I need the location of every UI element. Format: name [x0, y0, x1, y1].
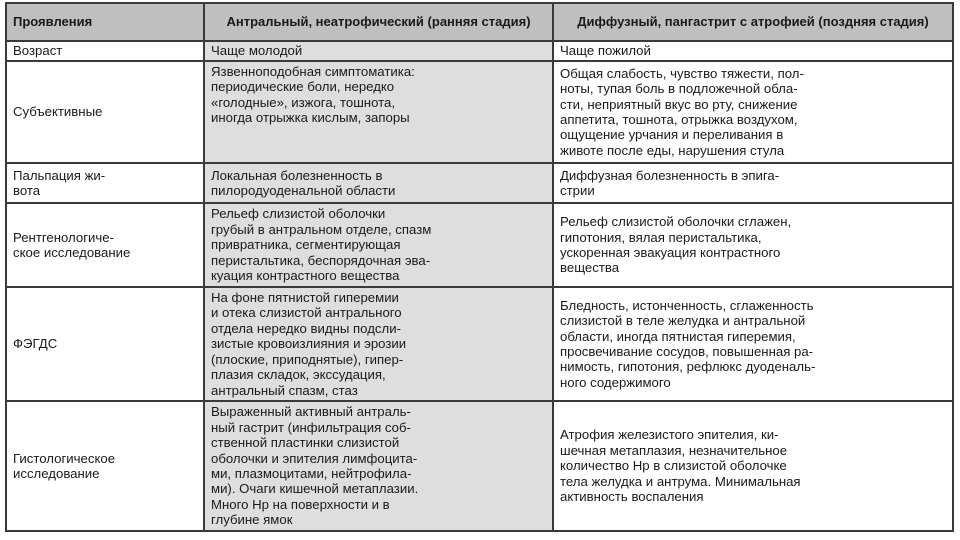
header-diffuse: [553, 3, 953, 41]
row-label-fegds: ФЭГДС: [6, 287, 204, 401]
cell-antral-histology: Выраженный активный антраль- ный гастрит (инфильтрация соб- ственной пластинки слизистой оболочки и эпителия лимфоцита- ми, плазмоцитами, нейтрофила- ми). Очаги кишечной метаплазии. Много Нр на поверхности и в глубине ямок: [204, 401, 553, 531]
table-header-row: [6, 3, 953, 41]
cell-diffuse-xray: Рельеф слизистой оболочки сглажен, гипотония, вялая перистальтика, ускоренная эвакуация контрастного вещества: [553, 203, 953, 287]
table-row-subjective: [6, 61, 953, 163]
header-antral-line-2: (ранняя стадия): [427, 14, 531, 29]
table-row-xray: [6, 203, 953, 287]
cell-antral-xray: Рельеф слизистой оболочки грубый в антральном отделе, спазм привратника, сегментирующая перистальтика, беспорядочная эва- куация контрастного вещества: [204, 203, 553, 287]
header-antral: [204, 3, 553, 41]
cell-antral-palpation: Локальная болезненность в пилородуоденальной области: [204, 163, 553, 203]
row-label-subjective: Субъективные: [6, 61, 204, 163]
cell-diffuse-fegds: Бледность, истонченность, сглаженность слизистой в теле желудка и антральной области, иногда пятнистая гиперемия, просвечивание сосудов, повышенная ра- нимость, гипотония, рефлюкс дуоденаль- ного содержимого: [553, 287, 953, 401]
table-row-palpation: [6, 163, 953, 203]
cell-diffuse-palpation: Диффузная болезненность в эпига- стрии: [553, 163, 953, 203]
header-manifestations: Проявления: [6, 3, 204, 41]
row-label-histology: Гистологическое исследование: [6, 401, 204, 531]
cell-diffuse-age: Чаще пожилой: [553, 41, 953, 61]
row-label-xray: Рентгенологиче- ское исследование: [6, 203, 204, 287]
table-row-age: [6, 41, 953, 61]
cell-antral-age: Чаще молодой: [204, 41, 553, 61]
table-row-histology: [6, 401, 953, 531]
cell-diffuse-subjective: Общая слабость, чувство тяжести, пол- ноты, тупая боль в подложечной обла- сти, неприятный вкус во рту, снижение аппетита, тошнота, отрыжка воздухом, ощущение урчания и переливания в животе после еды, нарушения стула: [553, 61, 953, 163]
row-label-palpation: Пальпация жи- вота: [6, 163, 204, 203]
cell-antral-fegds: На фоне пятнистой гиперемии и отека слизистой антрального отдела нередко видны подсли- зистые кровоизлияния и эрозии (плоские, приподнятые), гипер- плазия складок, экссудация, антральный спазм, стаз: [204, 287, 553, 401]
header-antral-line-1: Антральный, неатрофический: [226, 14, 424, 29]
cell-diffuse-histology: Атрофия железистого эпителия, ки- шечная метаплазия, незначительное количество Нр в слизистой оболочке тела желудка и антрума. Минимальная активность воспаления: [553, 401, 953, 531]
gastritis-comparison-table: [5, 2, 954, 532]
table-row-fegds: [6, 287, 953, 401]
header-diffuse-line-2: (поздняя стадия): [818, 14, 929, 29]
row-label-age: Возраст: [6, 41, 204, 61]
header-diffuse-line-1: Диффузный, пангастрит с атрофией: [577, 14, 815, 29]
cell-antral-subjective: Язвенноподобная симптоматика: периодические боли, нередко «голодные», изжога, тошнота, иногда отрыжка кислым, запоры: [204, 61, 553, 163]
